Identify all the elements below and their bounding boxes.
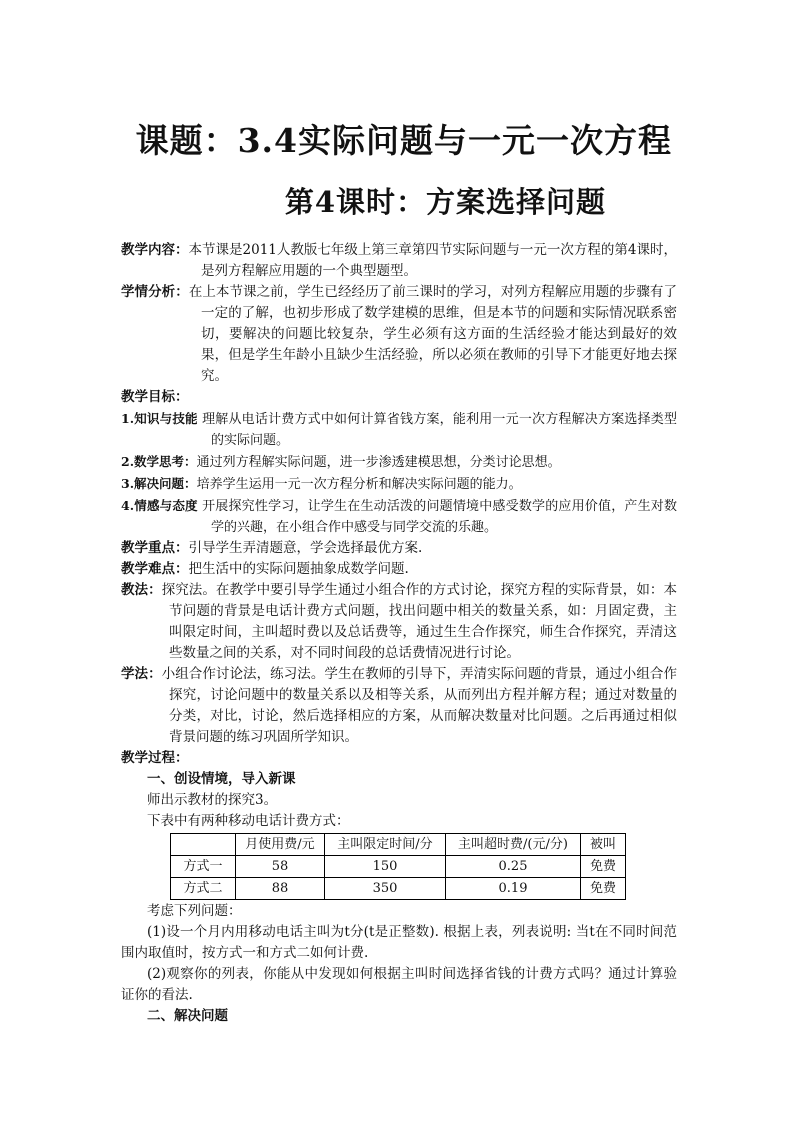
goal-item-knowledge: 1.知识与技能 理解从电话计费方式中如何计算省钱方案，能利用一元一次方程解决方案选择类型的实际问题。 bbox=[121, 411, 677, 448]
question-1: (1)设一个月内用移动电话主叫为t分(t是正整数). 根据上表，列表说明: 当t在不同时间范围内取值时，按方式一和方式二如何计费. bbox=[121, 924, 677, 961]
section-one-heading: 一、创设情境，导入新课 bbox=[147, 771, 296, 787]
table-header-cell bbox=[171, 834, 236, 856]
section-two-heading: 二、解决问题 bbox=[147, 1008, 228, 1024]
table-cell: 58 bbox=[236, 856, 325, 878]
teaching-content-text: 本节课是2011人教版七年级上第三章第四节实际问题与一元一次方程的第4课时，是列方程解应用题的一个典型题型。 bbox=[188, 242, 678, 279]
table-header-row bbox=[171, 834, 626, 856]
table-cell: 0.25 bbox=[446, 856, 581, 878]
table-cell: 免费 bbox=[581, 856, 626, 878]
table-cell: 150 bbox=[325, 856, 446, 878]
goal-item-problem-solving: 3.解决问题：培养学生运用一元一次方程分析和解决实际问题的能力。 bbox=[121, 476, 522, 492]
goals-heading: 教学目标： bbox=[121, 389, 189, 405]
table-header-cell: 月使用费/元 bbox=[236, 834, 325, 856]
key-point-paragraph: 教学重点：引导学生弄清题意，学会选择最优方案. bbox=[121, 540, 423, 556]
student-analysis-paragraph bbox=[121, 282, 677, 387]
process-line-1: 师出示教材的探究3。 bbox=[147, 792, 278, 808]
table-cell: 方式一 bbox=[171, 856, 236, 878]
student-analysis-text: 在上本节课之前，学生已经经历了前三课时的学习，对列方程解应用题的步骤有了一定的了解，也初步形成了数学建模的思维，但是本节的问题和实际情况联系密切，要解决的问题比较复杂，学生必须有这方面的生活经验才能达到最好的效果，但是学生年龄小且缺少生活经验，所以必须在教师的引导下才能更好地去探究。 bbox=[188, 284, 677, 384]
goal-item-thinking: 2.数学思考：通过列方程解实际问题，进一步渗透建模思想，分类讨论思想。 bbox=[121, 454, 561, 470]
teaching-content-paragraph bbox=[121, 240, 677, 282]
table-header-cell: 主叫限定时间/分 bbox=[325, 834, 446, 856]
table-header-cell: 被叫 bbox=[581, 834, 626, 856]
table-header-cell: 主叫超时费/(元/分) bbox=[446, 834, 581, 856]
page-title: 课题：3.4实际问题与一元一次方程 bbox=[135, 121, 672, 160]
table-row bbox=[171, 856, 626, 878]
table-cell: 方式二 bbox=[171, 878, 236, 900]
consider-line: 考虑下列问题： bbox=[147, 903, 242, 919]
table-row bbox=[171, 878, 626, 900]
difficulty-paragraph: 教学难点：把生活中的实际问题抽象成数学问题. bbox=[121, 561, 409, 577]
table-cell: 350 bbox=[325, 878, 446, 900]
question-2: (2)观察你的列表，你能从中发现如何根据主叫时间选择省钱的计费方式吗？通过计算验证你的看法. bbox=[121, 966, 677, 1003]
process-line-2: 下表中有两种移动电话计费方式： bbox=[147, 813, 350, 829]
goal-item-attitude: 4.情感与态度 开展探究性学习，让学生在生动活泼的问题情境中感受数学的应用价值，产生对数学的兴趣，在小组合作中感受与同学交流的乐趣。 bbox=[121, 498, 677, 535]
teaching-content-label: 教学内容： bbox=[121, 242, 189, 258]
learning-method-paragraph: 学法：小组合作讨论法，练习法。学生在教师的引导下，弄清实际问题的背景，通过小组合作探究，讨论问题中的数量关系以及相等关系，从而列出方程并解方程；通过对数量的分类，对比，讨论，然后选择相应的方案，从而解决数量对比问题。之后再通过相似背景问题的练习巩固所学知识。 bbox=[121, 666, 677, 745]
lesson-content bbox=[121, 240, 677, 1027]
student-analysis-label: 学情分析： bbox=[121, 284, 189, 300]
billing-table bbox=[170, 833, 626, 900]
table-cell: 免费 bbox=[581, 878, 626, 900]
process-heading: 教学过程： bbox=[121, 750, 189, 766]
page-subtitle: 第4课时：方案选择问题 bbox=[284, 185, 606, 219]
table-cell: 0.19 bbox=[446, 878, 581, 900]
table-cell: 88 bbox=[236, 878, 325, 900]
teaching-method-paragraph: 教法：探究法。在教学中要引导学生通过小组合作的方式讨论，探究方程的实际背景，如：本节问题的背景是电话计费方式问题，找出问题中相关的数量关系，如：月固定费，主叫限定时间，主叫超时费以及总话费等，通过生生合作探究，师生合作探究，弄清这些数量之间的关系，对不同时间段的总话费情况进行讨论。 bbox=[121, 582, 677, 661]
